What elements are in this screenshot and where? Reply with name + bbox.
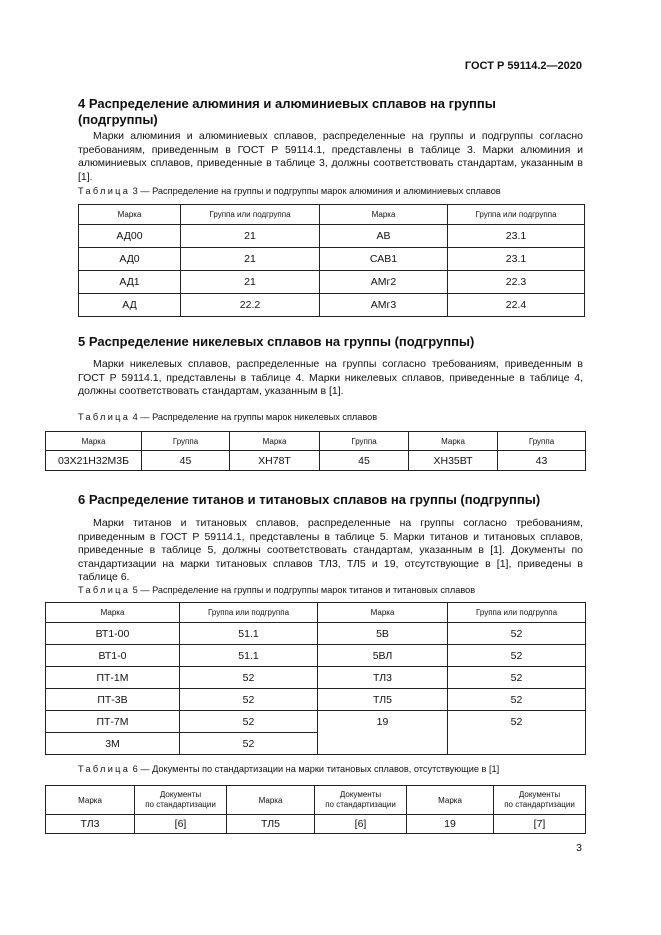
caption-text: 3 — Распределение на группы и подгруппы марок алюминия и алюминиевых сплавов [130, 186, 501, 196]
header-cell: Группа или подгруппа [448, 603, 586, 623]
header-cell: Марка [46, 786, 135, 815]
table-row [79, 294, 585, 317]
header-cell: Марка [46, 432, 142, 451]
table-cell: 23.1 [448, 248, 585, 271]
table-cell: 52 [448, 689, 586, 711]
table-5-caption [78, 585, 475, 596]
header-cell: Марка [230, 432, 320, 451]
header-cell: Группа [320, 432, 409, 451]
table-header-row [79, 205, 585, 225]
caption-text: 5 — Распределение на группы и подгруппы марок титанов и титановых сплавов [130, 585, 476, 595]
table-cell: 22.2 [181, 294, 320, 317]
table-cell: 52 [180, 711, 318, 733]
table-cell: ХН78Т [230, 451, 320, 471]
header-cell: Группа [498, 432, 586, 451]
table-5 [45, 602, 586, 755]
table-row [46, 451, 586, 471]
table-cell: САВ1 [320, 248, 448, 271]
table-header-row [46, 432, 586, 451]
table-cell: ПТ-3В [46, 689, 180, 711]
table-cell: ТЛ5 [318, 689, 448, 711]
table-cell: ХН35ВТ [409, 451, 498, 471]
table-row [46, 815, 586, 834]
table-cell: ВТ1-00 [46, 623, 180, 645]
table-cell: АМг2 [320, 271, 448, 294]
caption-label: Таблица [78, 186, 131, 196]
table-cell: 03Х21Н32М3Б [46, 451, 142, 471]
table-cell: 52 [180, 689, 318, 711]
table-3-caption [78, 186, 501, 197]
table-row [46, 623, 586, 645]
table-cell: АД00 [79, 225, 181, 248]
table-cell: 23.1 [448, 225, 585, 248]
table-cell: 21 [181, 248, 320, 271]
table-cell: 52 [448, 623, 586, 645]
header-cell: Документы по стандартизации [494, 786, 586, 815]
caption-label: Таблица [78, 764, 131, 774]
table-cell: АД [79, 294, 181, 317]
caption-text: 6 — Документы по стандартизации на марки титановых сплавов, отсутствующие в [1] [130, 764, 500, 774]
section-6-paragraph: Марки титанов и титановых сплавов, распределенные на группы согласно требованиям, приведенным в ГОСТ Р 59114.1, представлены в таблице 5. Марки титанов и титановых сплавов, приведенные в таблице 5, должны соответствовать стандартам, указанным в [1]. Документы по стандартизации на марки титановых сплавов ТЛ3, ТЛ5 и 19, отсутствующие в [1], приведены в таблице 6. [78, 517, 583, 583]
table-cell: 52 [448, 711, 586, 755]
page-number: 3 [576, 842, 582, 854]
table-6-caption [78, 764, 499, 775]
table-cell: 52 [448, 667, 586, 689]
table-cell: ТЛ5 [227, 815, 315, 834]
table-cell: ТЛ3 [46, 815, 135, 834]
table-cell: 52 [448, 645, 586, 667]
table-4-caption [78, 412, 377, 423]
caption-label: Таблица [78, 585, 131, 595]
header-cell: Марка [409, 432, 498, 451]
header-cell: Группа или подгруппа [180, 603, 318, 623]
table-row [46, 689, 586, 711]
table-row [79, 248, 585, 271]
section-4-title: 4 Распределение алюминия и алюминиевых сплавов на группы (подгруппы) [78, 96, 496, 127]
header-cell: Марка [318, 603, 448, 623]
table-cell: 5ВЛ [318, 645, 448, 667]
table-cell: ВТ1-0 [46, 645, 180, 667]
header-cell: Марка [79, 205, 181, 225]
table-header-row [46, 786, 586, 815]
table-cell: [6] [315, 815, 407, 834]
table-cell: 45 [320, 451, 409, 471]
header-cell: Марка [320, 205, 448, 225]
table-cell: 51.1 [180, 623, 318, 645]
table-cell: АД0 [79, 248, 181, 271]
table-row [46, 711, 586, 733]
table-cell: 19 [407, 815, 494, 834]
document-id: ГОСТ Р 59114.2—2020 [464, 60, 582, 72]
section-5-title: 5 Распределение никелевых сплавов на группы (подгруппы) [78, 334, 475, 349]
table-cell: 22.4 [448, 294, 585, 317]
table-cell: 52 [180, 733, 318, 755]
table-cell: [7] [494, 815, 586, 834]
header-cell: Документы по стандартизации [315, 786, 407, 815]
section-4-paragraph: Марки алюминия и алюминиевых сплавов, распределенные на группы и подгруппы согласно требованиям, приведенным в ГОСТ Р 59114.1, представлены в таблице 3. Марки алюминия и алюминиевых сплавов, приведенные в таблице 3, должны соответствовать стандартам, указанным в [1]. [78, 130, 583, 183]
table-cell: 43 [498, 451, 586, 471]
table-6 [45, 785, 586, 834]
caption-label: Таблица [78, 412, 131, 422]
table-cell: АВ [320, 225, 448, 248]
header-cell: Марка [407, 786, 494, 815]
table-header-row [46, 603, 586, 623]
header-cell: Группа [142, 432, 230, 451]
table-cell: 45 [142, 451, 230, 471]
table-cell: ТЛ3 [318, 667, 448, 689]
section-6-title: 6 Распределение титанов и титановых сплавов на группы (подгруппы) [78, 492, 541, 507]
table-cell: ПТ-7М [46, 711, 180, 733]
table-cell: 3М [46, 733, 180, 755]
table-4 [45, 431, 586, 471]
header-cell: Группа или подгруппа [181, 205, 320, 225]
table-cell: ПТ-1М [46, 667, 180, 689]
table-row [79, 225, 585, 248]
header-cell: Марка [227, 786, 315, 815]
header-cell: Марка [46, 603, 180, 623]
table-cell: [6] [135, 815, 227, 834]
table-cell: 21 [181, 225, 320, 248]
caption-text: 4 — Распределение на группы марок никелевых сплавов [130, 412, 378, 422]
section-5-paragraph: Марки никелевых сплавов, распределенные на группы согласно требованиям, приведенным в ГОСТ Р 59114.1, представлены в таблице 4. Марки никелевых сплавов, приведенные в таблице 4, должны соответствовать стандартам, указанным в [1]. [78, 358, 583, 397]
header-cell: Группа или подгруппа [448, 205, 585, 225]
table-cell: 51.1 [180, 645, 318, 667]
table-cell: 52 [180, 667, 318, 689]
table-cell: АМг3 [320, 294, 448, 317]
table-cell: 21 [181, 271, 320, 294]
table-cell: 22.3 [448, 271, 585, 294]
table-row [46, 645, 586, 667]
header-cell: Документы по стандартизации [135, 786, 227, 815]
table-row [46, 667, 586, 689]
table-cell: АД1 [79, 271, 181, 294]
table-row [79, 271, 585, 294]
table-3 [78, 204, 585, 317]
table-cell: 19 [318, 711, 448, 755]
table-cell: 5В [318, 623, 448, 645]
